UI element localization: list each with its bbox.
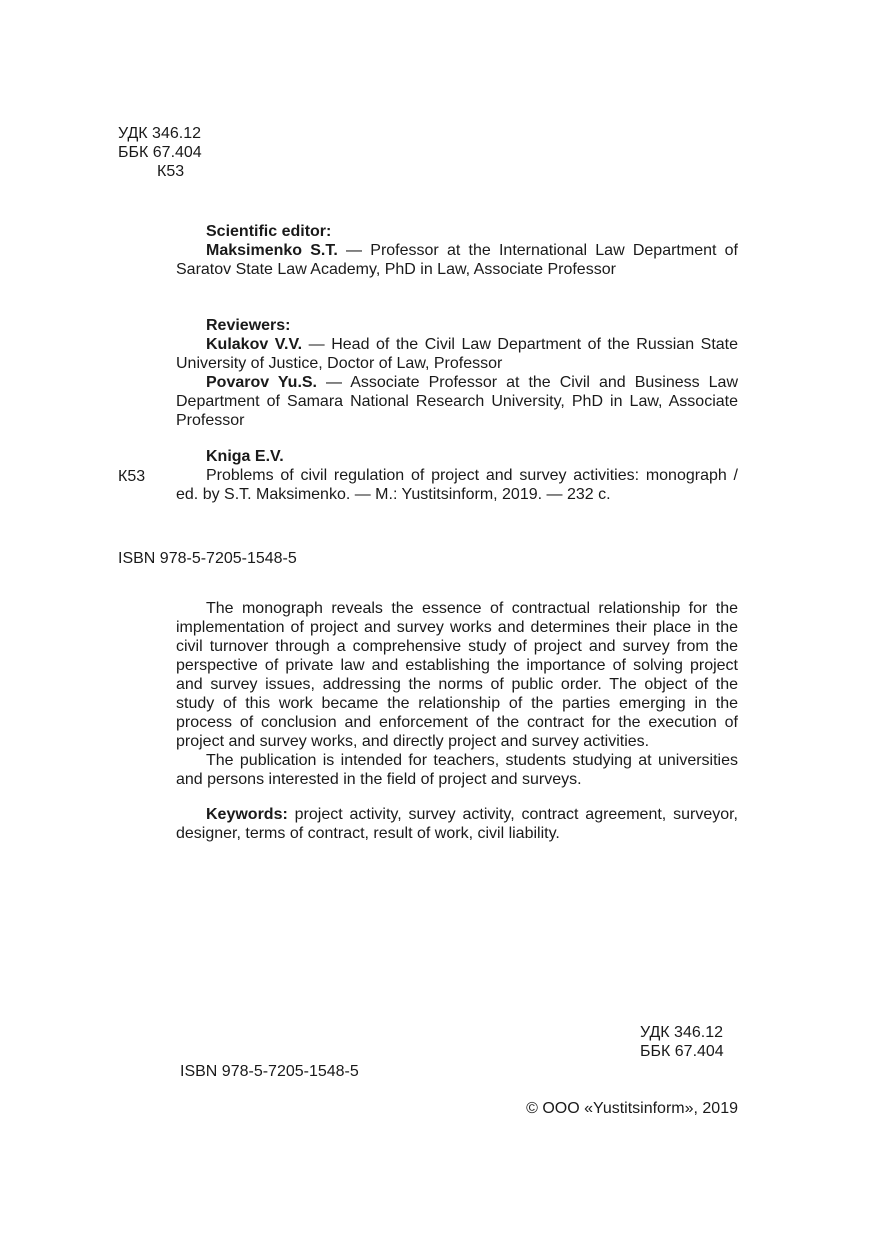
scientific-editor-name: Maksimenko S.T. (206, 242, 338, 259)
scientific-editor-description: — Professor at the International Law Department of Saratov State Law Academy, PhD in Law, Associate Professor (176, 242, 739, 278)
reviewer-name: Povarov Yu.S. (206, 374, 318, 391)
reviewer-description: — Associate Professor at the Civil and Business Law Department of Samara National Research University, PhD in Law, Associate Professor (176, 374, 739, 429)
abstract-paragraph: The monograph reveals the essence of contractual relationship for the implementation of project and survey works and determines their place in the civil turnover through a comprehensive study of project and survey from the perspective of private law and establishing the importance of solving project and survey issues, addressing the norms of public order. The object of the study of this work became the relationship of the parties emerging in the process of conclusion and enforcement of the contract for the execution of project and survey works, and directly project and survey activities. (176, 600, 738, 750)
footer-bbk: ББК 67.404 (640, 1043, 724, 1060)
author-mark: К53 (157, 163, 185, 180)
abstract-paragraph: The publication is intended for teachers, students studying at universities and persons interested in the field of project and surveys. (176, 752, 738, 788)
book-mark: К53 (118, 468, 146, 485)
reviewer-name: Kulakov V.V. (206, 336, 303, 353)
classification-block (118, 124, 202, 181)
keywords-section (176, 805, 738, 843)
book-citation-block (176, 466, 738, 504)
copyright: © ООО «Yustitsinform», 2019 (526, 1100, 738, 1117)
reviewers-heading: Reviewers: (206, 317, 291, 334)
abstract (176, 599, 738, 789)
footer-classification (640, 1023, 724, 1061)
book-citation: Problems of civil regulation of project and survey activities: monograph / ed. by S.T. Maksimenko. — M.: Yustitsinform, 2019. — 232 с. (176, 467, 738, 503)
reviewers-section (176, 316, 738, 430)
scientific-editor-heading: Scientific editor: (206, 223, 332, 240)
keywords-paragraph (176, 805, 738, 843)
reviewer-entry (176, 335, 738, 373)
udk-code: УДК 346.12 (118, 125, 201, 142)
isbn-main: ISBN 978-5-7205-1548-5 (118, 550, 297, 567)
scientific-editor-section (176, 222, 738, 279)
scientific-editor-entry (176, 241, 738, 279)
keywords-label: Keywords: (206, 806, 288, 823)
book-author-name: Kniga E.V. (206, 448, 284, 465)
reviewer-entry (176, 373, 738, 430)
keywords-text: project activity, survey activity, contract agreement, surveyor, designer, terms of contract, result of work, civil liability. (176, 806, 738, 842)
reviewer-description: — Head of the Civil Law Department of the Russian State University of Justice, Doctor of Law, Professor (176, 336, 739, 372)
footer-udk: УДК 346.12 (640, 1024, 723, 1041)
book-author (206, 447, 284, 466)
bbk-code: ББК 67.404 (118, 144, 202, 161)
footer-isbn: ISBN 978-5-7205-1548-5 (180, 1063, 359, 1080)
